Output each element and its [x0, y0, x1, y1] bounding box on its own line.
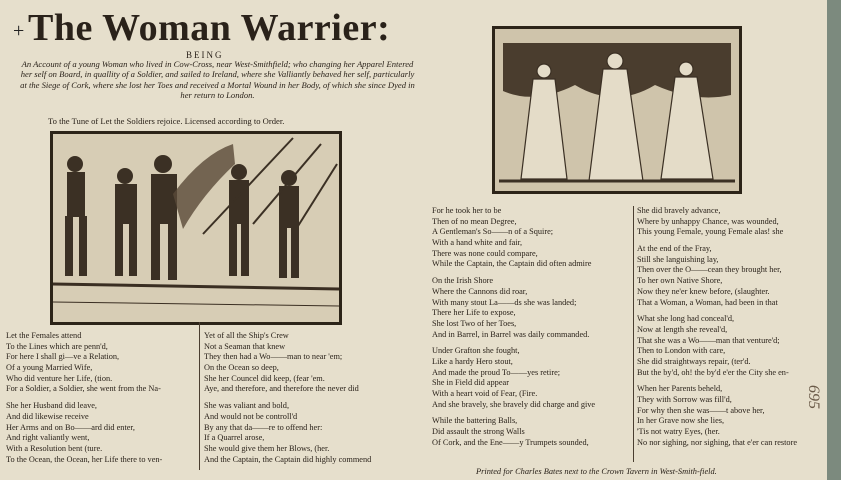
- binding-edge: [827, 0, 841, 480]
- verse-line: To her own Native Shore,: [637, 276, 723, 286]
- verse-line: This young Female, young Female alas! she: [637, 227, 784, 237]
- verse-line: What she long had conceal'd,: [637, 314, 735, 324]
- verse-line: Aye, and therefore, and therefore the never did: [204, 384, 359, 394]
- page-title: The Woman Warrier:: [28, 7, 391, 49]
- verse-line: Now at length she reveal'd,: [637, 324, 728, 334]
- verse-line: If a Quarrel arose,: [204, 433, 265, 443]
- soldiers-woodcut-image: [50, 131, 342, 325]
- verse-line: Yet of all the Ship's Crew: [204, 331, 289, 340]
- verse-line: Where by unhappy Chance, was wounded,: [637, 216, 779, 226]
- verse-line: Still she languishing lay,: [637, 254, 719, 264]
- verse-line: And did likewise receive: [6, 411, 89, 421]
- verse-line: Then to London with care,: [637, 346, 726, 356]
- verse-line: Like a hardy Hero stout,: [432, 356, 513, 366]
- verse-line: And in Barrel, in Barrel was daily commanded.: [432, 329, 590, 339]
- verse-line: On the Irish Shore: [432, 276, 494, 286]
- verse-line: With a heart void of Fear, (Fire.: [432, 389, 538, 398]
- verse-line: 'Tis not watry Eyes, (her.: [637, 427, 720, 437]
- verse-line: Of a young Married Wife,: [6, 363, 93, 373]
- verse-line: At the end of the Fray,: [637, 244, 712, 254]
- verse-line: They with Sorrow was fill'd,: [637, 395, 732, 404]
- verse-line: For he took her to be: [432, 206, 502, 215]
- verse-line: That she was a Wo——man that venture'd;: [637, 335, 780, 345]
- verse-line: With many stout La——ds she was landed;: [432, 297, 577, 307]
- verse-line: For a Soldier, a Soldier, she went from the Na-: [6, 384, 161, 394]
- column-divider-left: [199, 322, 200, 470]
- verse-line: And she bravely, she bravely did charge and give: [432, 399, 596, 409]
- printer-imprint: Printed for Charles Bates next to the Crown Tavern in West-Smith-field.: [476, 467, 717, 476]
- verse-line: She her Councel did keep, (fear 'em.: [204, 373, 325, 383]
- handwritten-number: 695: [805, 385, 822, 409]
- verse-line: With a hand white and fair,: [432, 238, 523, 248]
- verse-line: While the Captain, the Captain did often admire: [432, 259, 592, 269]
- verse-line: For why then she was——t above her,: [637, 405, 765, 415]
- verse-line: In her Grave now she lies,: [637, 416, 725, 426]
- verse-line: Where the Cannons did roar,: [432, 286, 528, 296]
- verse-line: Did assault the strong Walls: [432, 427, 525, 437]
- verse-line: By any that da——re to offend her:: [204, 422, 323, 432]
- verse-line: She her Husband did leave,: [6, 401, 98, 411]
- account-description: An Account of a young Woman who lived in Cow-Cross, near West-Smithfield; who changing her Apparel Entered her self on Board, in quallity of a Soldier, and sailed to Ireland, where she Valliantly behaved her self, particularly at the Siege of Cork, where she lost her Toes and received a Mortal Wound in her Body, of which she since Dyed in her return to London.: [20, 59, 415, 101]
- verse-line: And made the proud To——yes retire;: [432, 367, 561, 377]
- verse-line: On the Ocean so deep,: [204, 363, 279, 373]
- verse-line: Then of no mean Degree,: [432, 216, 517, 226]
- verse-line: She did straightways repair, (ter'd.: [637, 356, 751, 366]
- verse-line: There was none could compare,: [432, 248, 538, 258]
- verse-line: While the battering Balls,: [432, 416, 518, 426]
- verse-line: She in Field did appear: [432, 378, 509, 388]
- verse-line: But the by'd, oh! the by'd e'er the City she en-: [637, 367, 789, 377]
- verse-line: That a Woman, a Woman, had been in that: [637, 297, 778, 307]
- ballad-column-4: [637, 206, 797, 448]
- verse-line: And would not be controll'd: [204, 411, 298, 421]
- ballad-column-2: [204, 331, 371, 465]
- verse-line: Let the Females attend: [6, 331, 82, 340]
- column-divider-right: [633, 206, 634, 462]
- three-women-woodcut-image: [492, 26, 742, 194]
- verse-line: Who did venture her Life, (tion.: [6, 373, 113, 383]
- verse-line: With a Resolution bent (ture.: [6, 443, 103, 453]
- verse-line: Of Cork, and the Ene——y Trumpets sounded,: [432, 437, 589, 447]
- verse-line: A Gentleman's So——n of a Squire;: [432, 227, 554, 237]
- verse-line: Then over the O——cean they brought her,: [637, 265, 782, 275]
- verse-line: And the Captain, the Captain did highly commend: [204, 454, 372, 464]
- verse-line: When her Parents beheld,: [637, 384, 723, 394]
- verse-line: She would give them her Blows, (her.: [204, 443, 330, 453]
- verse-line: Her Arms and on Bo——ard did enter,: [6, 422, 135, 432]
- verse-line: No nor sighing, nor sighing, that e'er can restore: [637, 437, 798, 447]
- verse-line: She lost Two of her Toes,: [432, 318, 517, 328]
- verse-line: She did bravely advance,: [637, 206, 721, 215]
- subtitle-being: BEING: [186, 50, 224, 60]
- verse-line: Not a Seaman that knew: [204, 341, 286, 351]
- ballad-column-3: [432, 206, 595, 448]
- verse-line: She was valiant and bold,: [204, 401, 290, 411]
- verse-line: There her Life to expose,: [432, 308, 516, 318]
- verse-line: Now they ne'er knew before, (slaughter.: [637, 286, 770, 296]
- verse-line: To the Ocean, the Ocean, her Life there to ven-: [6, 454, 163, 464]
- verse-line: They then had a Wo——man to near 'em;: [204, 352, 343, 362]
- ballad-column-1: [6, 331, 162, 465]
- verse-line: For here I shall gi—ve a Relation,: [6, 352, 120, 362]
- verse-line: Under Grafton she fought,: [432, 346, 520, 356]
- cross-mark: +: [13, 20, 25, 42]
- tune-line: To the Tune of Let the Soldiers rejoice. Licensed according to Order.: [48, 116, 285, 126]
- verse-line: To the Lines which are penn'd,: [6, 341, 108, 351]
- verse-line: And right valiantly went,: [6, 433, 90, 443]
